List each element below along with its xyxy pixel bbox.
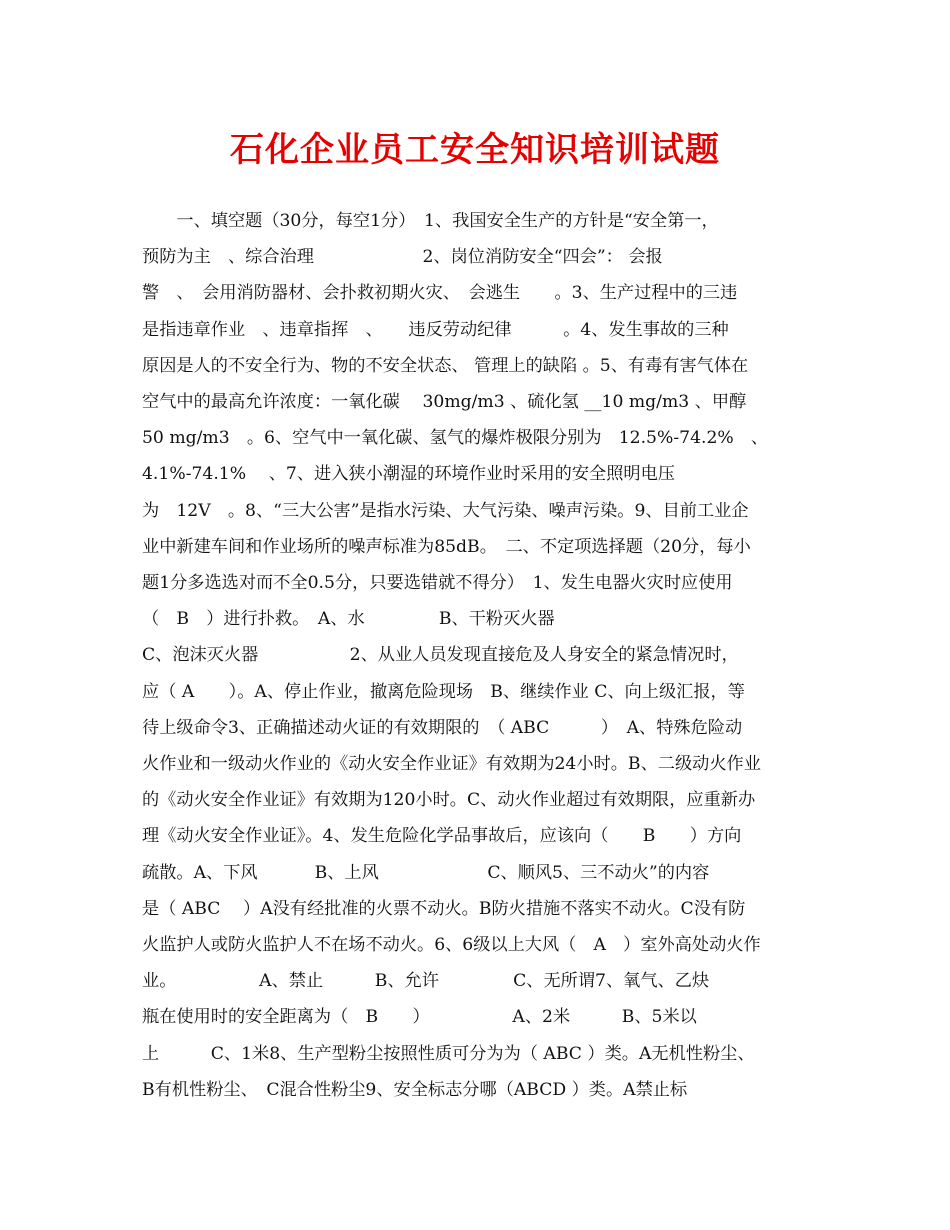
text-line: 4.1%-74.1% 、7、进入狭小潮湿的环境作业时采用的安全照明电压 <box>142 464 675 484</box>
text-line: 警 、 会用消防器材、会扑救初期火灾、 会逃生 。3、生产过程中的三违 <box>142 283 738 303</box>
text-line: B有机性粉尘、 C混合性粉尘9、安全标志分哪（ABCD ）类。A禁止标 <box>142 1080 688 1100</box>
text-line: 业。 A、禁止 B、允许 C、无所谓7、氧气、乙炔 <box>142 971 710 991</box>
text-line: 上 C、1米8、生产型粉尘按照性质可分为为（ ABC ）类。A无机性粉尘、 <box>142 1044 755 1064</box>
text-line: 火监护人或防火监护人不在场不动火。6、6级以上大风（ A ）室外高处动火作 <box>142 935 761 955</box>
text-line: 疏散。A、下风 B、上风 C、顺风5、三不动火”的内容 <box>142 863 710 883</box>
text-line: 理《动火安全作业证》。4、发生危险化学品事故后，应该向（ B ）方向 <box>142 826 742 846</box>
text-line: 火作业和一级动火作业的《动火安全作业证》有效期为24小时。B、二级动火作业 <box>142 754 761 774</box>
text-line: （ B ）进行扑救。 A、水 B、干粉灭火器 <box>142 609 555 629</box>
text-line: 题1分多选选对而不全0.5分，只要选错就不得分） 1、发生电器火灾时应使用 <box>142 573 733 593</box>
text-line: 是指违章作业 、违章指挥 、 违反劳动纪律 。4、发生事故的三种 <box>142 320 729 340</box>
text-line: 待上级命令3、正确描述动火证的有效期限的 （ ABC ） A、特殊危险动 <box>142 718 743 738</box>
text-line: 50 mg/m3 。6、空气中一氧化碳、氢气的爆炸极限分别为 12.5%-74.2% 、 <box>142 428 769 448</box>
text-line: 空气中的最高允许浓度：一氧化碳 30mg/m3 、硫化氢 __10 mg/m3 、甲醇 <box>142 392 747 412</box>
text-line: 一、填空题（30分，每空1分） 1、我国安全生产的方针是“安全第一， <box>142 211 719 231</box>
text-line: 业中新建车间和作业场所的噪声标准为85dB。 二、不定项选择题（20分，每小 <box>142 537 751 557</box>
document-title: 石化企业员工安全知识培训试题 <box>230 130 720 170</box>
text-line: 应（ A ）。A、停止作业，撤离危险现场 B、继续作业 C、向上级汇报，等 <box>142 682 745 702</box>
text-line: C、泡沫灭火器 2、从业人员发现直接危及人身安全的紧急情况时， <box>142 645 739 665</box>
text-line: 原因是人的不安全行为、物的不安全状态、 管理上的缺陷 。5、有毒有害气体在 <box>142 356 749 376</box>
text-line: 预防为主 、综合治理 2、岗位消防安全“四会”： 会报 <box>142 247 663 267</box>
text-line: 瓶在使用时的安全距离为（ B ） A、2米 B、5米以 <box>142 1007 697 1027</box>
text-line: 是（ ABC ）A没有经批准的火票不动火。B防火措施不落实不动火。C没有防 <box>142 899 746 919</box>
text-line: 为 12V 。8、“三大公害”是指水污染、大气污染、噪声污染。9、目前工业企 <box>142 501 749 521</box>
text-line: 的《动火安全作业证》有效期为120小时。C、动火作业超过有效期限，应重新办 <box>142 790 756 810</box>
